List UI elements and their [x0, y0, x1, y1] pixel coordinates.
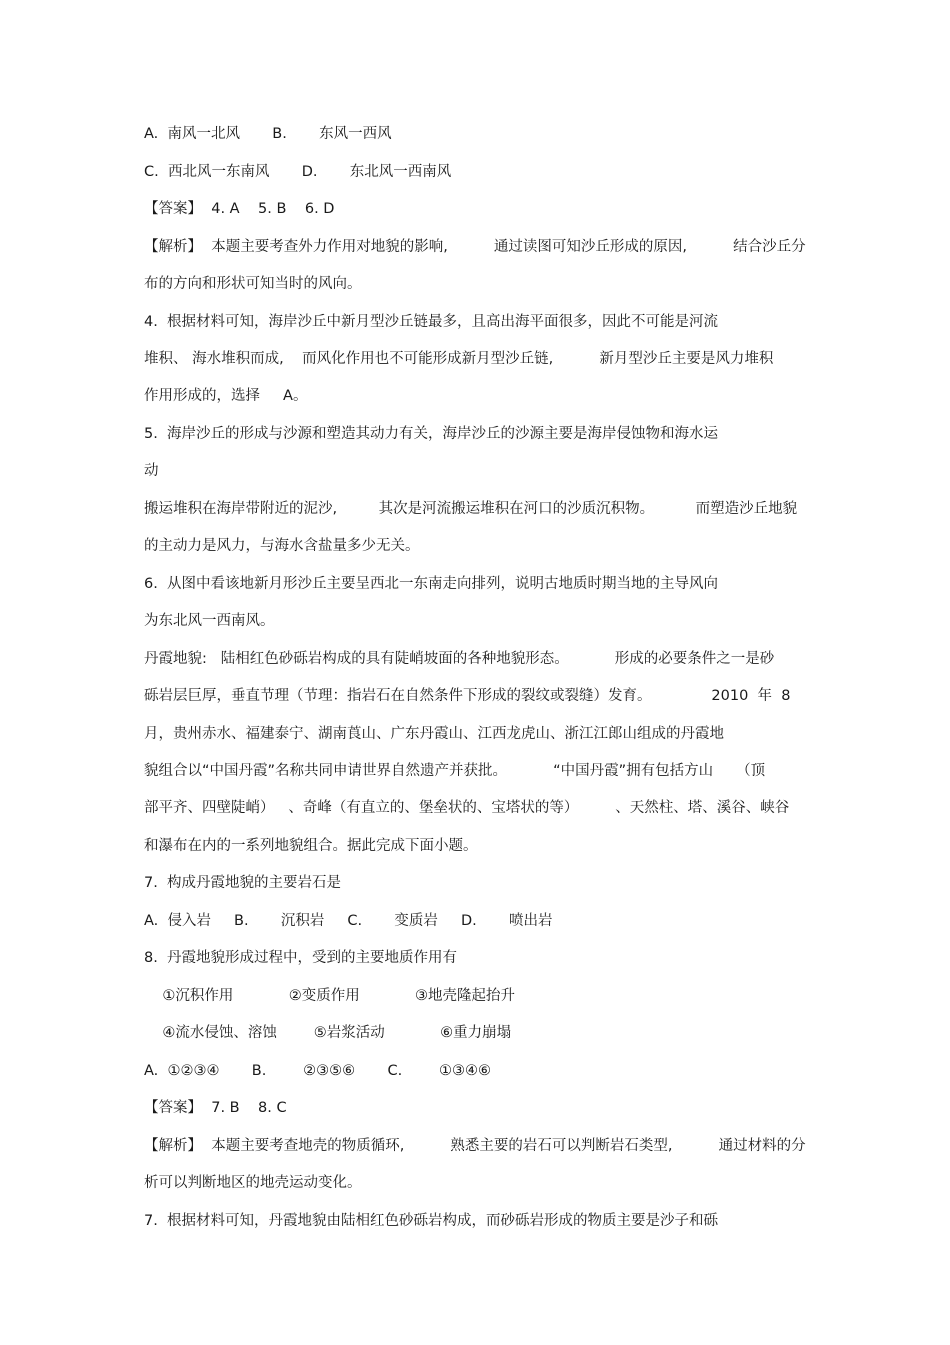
analysis-line: 析可以判断地区的地壳运动变化。 [144, 1175, 362, 1191]
option-line: A. ①②③④ B. ②③⑤⑥ C. ①③④⑥ [144, 1063, 492, 1079]
option-line: A. 侵入岩 B. 沉积岩 C. 变质岩 D. 喷出岩 [144, 913, 553, 929]
option-line: ①沉积作用 ②变质作用 ③地壳隆起抬升 [144, 988, 516, 1004]
explanation-line: 动 [144, 463, 159, 479]
answer-line: 【答案】 7. B 8. C [144, 1100, 287, 1116]
option-line-4: C. 西北风一东南风 D. 东北风一西南风 [144, 164, 452, 180]
explanation-line: 4. 根据材料可知，海岸沙丘中新月型沙丘链最多，且高出海平面很多，因此不可能是河流 [144, 314, 719, 330]
material-line: 部平齐、四壁陡峭） 、奇峰（有直立的、堡垒状的、宝塔状的等） 、天然柱、塔、溪谷、峡谷 [144, 800, 790, 816]
explanation-line: 堆积、 海水堆积而成, 而风化作用也不可能形成新月型沙丘链, 新月型沙丘主要是风力堆积 [144, 351, 774, 367]
explanation-line: 6. 从图中看该地新月形沙丘主要呈西北一东南走向排列，说明古地质时期当地的主导风向 [144, 576, 719, 592]
analysis-line: 【解析】 本题主要考查外力作用对地貌的影响, 通过读图可知沙丘形成的原因, 结合沙丘分 [144, 239, 806, 255]
answer-line: 【答案】 4. A 5. B 6. D [144, 201, 335, 217]
explanation-line: 7. 根据材料可知，丹霞地貌由陆相红色砂砾岩构成，而砂砾岩形成的物质主要是沙子和砾 [144, 1213, 719, 1229]
material-line: 貌组合以“中国丹霞”名称共同申请世界自然遗产并获批。 “中国丹霞”拥有包括方山 （顶 [144, 763, 766, 779]
material-line: 月，贵州赤水、福建泰宁、湖南莨山、广东丹霞山、江西龙虎山、浙江江郎山组成的丹霞地 [144, 726, 724, 742]
material-line: 和瀑布在内的一系列地貌组合。据此完成下面小题。 [144, 838, 478, 854]
explanation-line: 为东北风一西南风。 [144, 613, 275, 629]
explanation-line: 5. 海岸沙丘的形成与沙源和塑造其动力有关，海岸沙丘的沙源主要是海岸侵蚀物和海水运 [144, 426, 719, 442]
material-line: 丹霞地貌: 陆相红色砂砾岩构成的具有陡峭坡面的各种地貌形态。 形成的必要条件之一是砂 [144, 651, 775, 667]
question-line: 8. 丹霞地貌形成过程中，受到的主要地质作用有 [144, 950, 458, 966]
question-line: 7. 构成丹霞地貌的主要岩石是 [144, 875, 342, 891]
explanation-line: 搬运堆积在海岸带附近的泥沙, 其次是河流搬运堆积在河口的沙质沉积物。 而塑造沙丘地貌 [144, 501, 798, 517]
analysis-line: 【解析】 本题主要考查地壳的物质循环, 熟悉主要的岩石可以判断岩石类型, 通过材料的分 [144, 1138, 806, 1154]
explanation-line: 的主动力是风力，与海水含盐量多少无关。 [144, 538, 420, 554]
option-line-4: A. 南风一北风 B. 东风一西风 [144, 126, 392, 142]
material-line: 砾岩层巨厚，垂直节理（节理：指岩石在自然条件下形成的裂纹或裂缝）发育。 2010 年 8 [144, 688, 791, 704]
explanation-line: 作用形成的，选择 A。 [144, 388, 308, 404]
analysis-line: 布的方向和形状可知当时的风向。 [144, 276, 362, 292]
option-line: ④流水侵蚀、溶蚀 ⑤岩浆活动 ⑥重力崩塌 [144, 1025, 512, 1041]
